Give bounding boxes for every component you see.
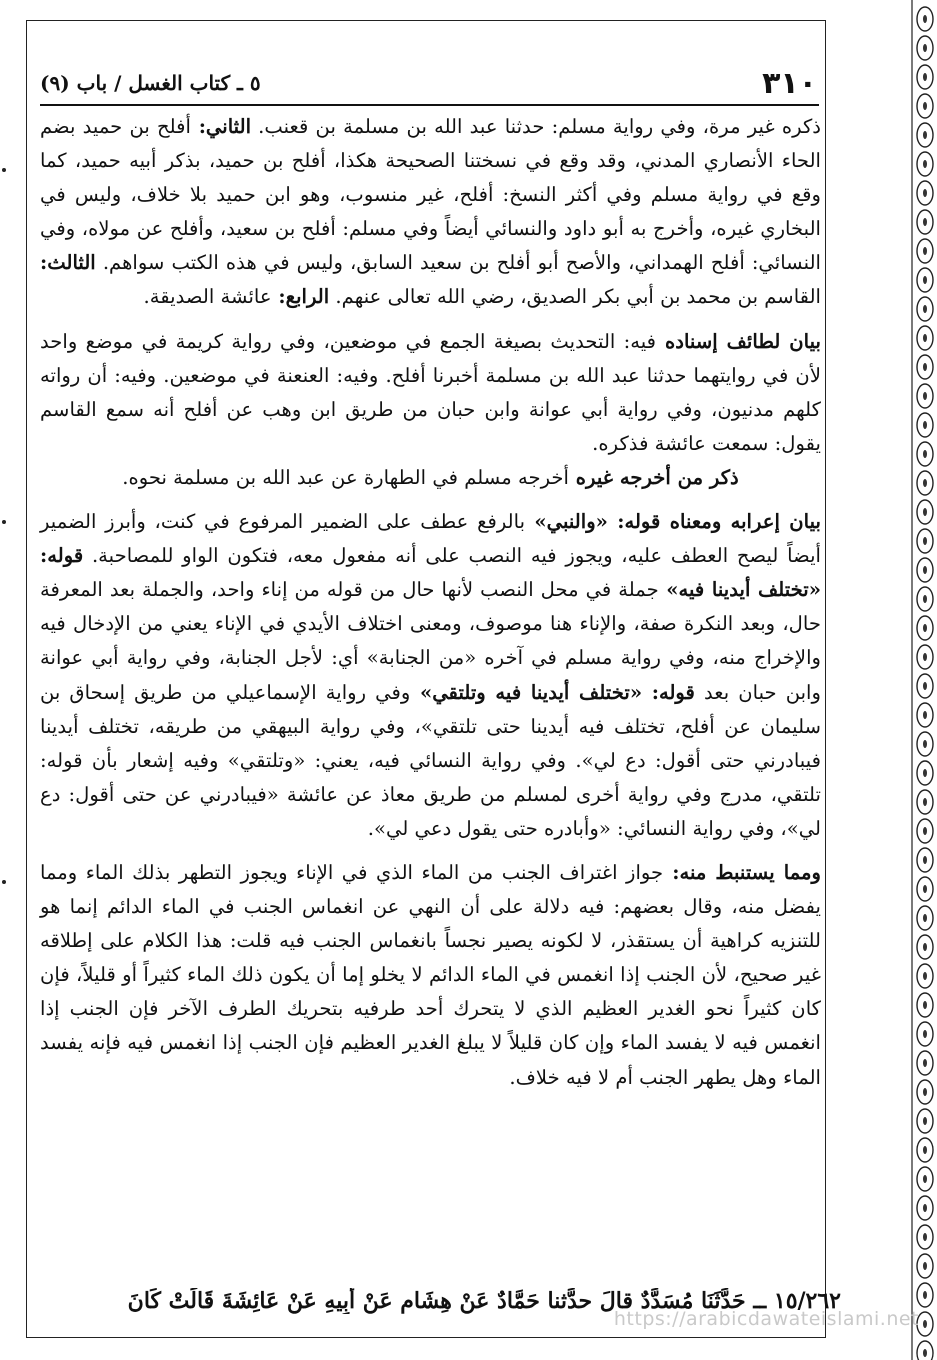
heading-run: الثاني: [190,115,252,138]
heading-run: الرابع: [271,285,330,309]
watermark-url: https://arabicdawateislami.net [613,1308,919,1330]
text-run: فيه: التحديث بصيغة الجمع في موضعين، وفي رواية كريمة في موضع واحد لأن في روايتهما حدثنا عبد الله بن مسلمة أخبرنا أفلح. وفيه: العنعنة في موضعين. وفيه: أن رواته كلهم مدنيون، وفي رواية أبي عوانة وابن حبان من طريق ابن وهب عن أفلح أنه سمع القاسم يقول: سمعت عائشة فذكره. [40,329,821,455]
header-divider [40,104,819,106]
page-header [40,66,817,100]
commentary-text [40,110,821,1095]
heading-run: ذكر من أخرجه غيره [568,465,739,489]
text-run: بالرفع عطف على الضمير المرفوع في كنت، وأبرز الضمير أيضاً ليصح العطف عليه، ويجوز فيه النصب على أنه مفعول معه، فتكون الواو للمصاحبة. [40,510,821,568]
heading-run: قوله: «تختلف أيدينا فيه» [40,544,821,602]
chapter-reference: ٥ ـ كتاب الغسل / باب (٩) [40,71,261,95]
text-run: وفي رواية الإسماعيلي من طريق إسحاق بن سليمان عن أفلح، تختلف فيه أيدينا حتى تلتقي»، وفي رواية البيهقي من طريقه، تختلف أيدينا فيبادرني حتى أقول: دع لي». وفي رواية النسائي فيه، يعني: «وتلتقي» وفيه إشعار بأن قوله: تلتقي، مدرج وفي رواية أخرى لمسلم من طريق معاذ عن عائشة «فيبادرني عن حتى أقول: دع لي»، وفي رواية النسائي: «وأبادره حتى يقول دعي لي». [40,680,821,840]
paragraph [40,110,821,315]
text-run: ذكره غير مرة، وفي رواية مسلم: حدثنا عبد الله بن مسلمة بن قعنب. [251,115,822,138]
heading-run: الثالث: [40,251,96,275]
heading-run: بيان لطائف إسناده [656,329,821,353]
text-run: عائشة الصديقة. [143,285,272,309]
hadith-line: ١٥/٢٦٢ ــ حَدَّثَنَا مُسَدَّدٌ قالَ حدَّثنا حَمَّادٌ عَنْ هِشَامٍ عَنْ أَبِيهِ عَنْ عَائِشَةَ قَالَتْ كَانَ [127,1288,841,1314]
heading-run: ومما يستنبط منه: [663,860,821,884]
paragraph [40,325,821,461]
paragraph [40,505,821,846]
page-number: ٣١٠ [762,65,817,101]
text-run: القاسم بن محمد بن أبي بكر الصديق، رضي الله تعالى عنهم. [329,285,821,309]
heading-run: قوله: «تختلف أيدينا فيه وتلتقي» [410,680,695,704]
text-run: جملة في محل النصب لأنها حال من قوله من إناء واحد، والجملة بعد المعرفة حال، وبعد النكرة صفة، والإناء هنا موصوف، ومعنى اختلاف الأيدي في الإناء يعني من الإدخال فيه والإخراج منه، وفي رواية مسلم في آخره «من الجنابة» أي: لأجل الجنابة، وفي رواية أبي عوانة وابن حبان بعد [40,578,821,704]
text-run: أخرجه مسلم في الطهارة عن عبد الله بن مسلمة نحوه. [122,465,569,489]
text-run: جواز اغتراف الجنب من الماء الذي في الإناء ويجوز التطهر بذلك الماء ومما يفضل منه، وقال بعضهم: فيه دلالة على أن النهي عن انغماس الجنب في الماء الدائم إنما هو للتنزيه كراهية أن يستقذر، لا لكونه يصير نجساً بانغماس الجنب فيه قلت: هذا الكلام على إطلاقه غير صحيح، لأن الجنب إذا انغمس في الماء الدائم لا يخلو إما أن يكون ذلك الماء كثيراً أو قليلاً، فإن كان كثيراً نحو الغدير العظيم الذي لا يتحرك أحد طرفيه بتحريك الطرف الآخر فإن الجنب إذا انغمس فيه لا يفسد الماء وإن كان قليلاً لا يبلغ الغدير العظيم فإن الجنب إذا انغمس فيه فإنه يفسد الماء وهل يطهر الجنب أم لا فيه خلاف. [40,860,821,1089]
paragraph [40,461,821,495]
heading-run: بيان إعرابه ومعناه قوله: «والنبي» [525,510,821,534]
text-run: أفلح بن حميد بضم الحاء الأنصاري المدني، وقد وقع في نسختنا الصحيحة هكذا، أفلح بن حميد، بذكر أبيه حميد، كما وقع في رواية مسلم وفي أكثر النسخ: أفلح، غير منسوب، وهو ابن حميد بلا خلاف، وليس في البخاري غيره، وأخرج به أبو داود والنسائي أيضاً وفي مسلم: أفلح بن سعيد، وأفلح عن مولاه، وفي النسائي: أفلح الهمداني، والأصح أبو أفلح بن سعيد السابق، وليس في هذه الكتب سواهم. [40,115,821,275]
paragraph [40,856,821,1095]
decorative-border [905,0,937,1360]
